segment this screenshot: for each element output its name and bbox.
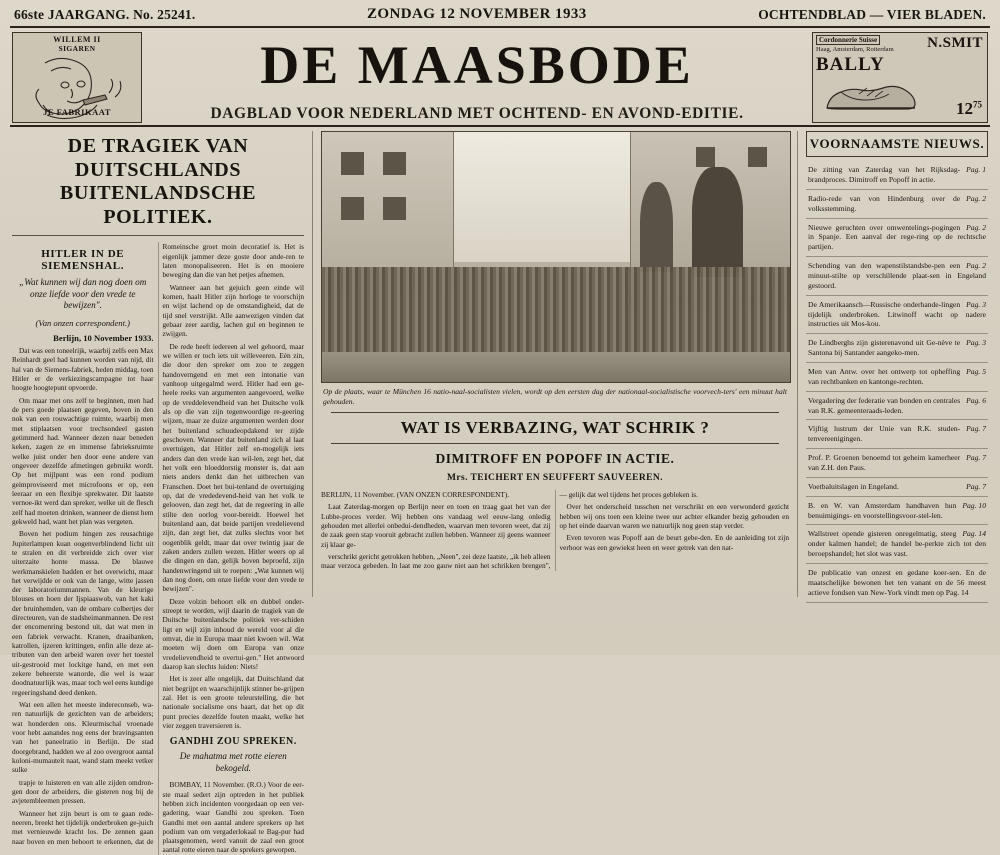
shoe-icon — [821, 74, 925, 118]
list-item[interactable] — [806, 392, 988, 421]
paragraph: Wanneer het zijn beurt is om te gaan rede-neeren, breekt het tijdelijk onderbroken ge-juich met vernieuwde kracht los. De zennen gaan naar boven en men behoort te erkennen, dat de Romeinsche groet moin decoratief is. Het is eigenlijk jammer deze goste door ande-ren te laten monopaliseeren. Het is en mooiere beweging dan die van het petjes afnemen. — [12, 242, 304, 846]
page-ref: Pag. 7 — [966, 424, 986, 434]
page-ref: Pag. 14 — [962, 529, 986, 539]
lead-headline: DE TRAGIEK VAN DUITSCHLANDS BUITENLANDSCHE POLITIEK. — [59, 135, 257, 228]
mid-dateline: BERLIJN, 11 November. (VAN ONZEN CORRESPONDENT). — [321, 489, 510, 499]
paragraph: Boven het podium hingen zes reusachtige Jupiterlampen kuan oogenverblindend licht uit te stralen en dit verbreidde zich over vier uiterzaite honte massa. De blauwe werkmanskielen hadden er het overwicht, maar het verwijdde er ook van de lange, witte jassen der laboratoriummannen. Van de kleurige blouses en hoen der Ijspiaaswob, van het kaki der bruinhemden, van de ombare colbertjes der directeuren, van de stadsheimanmannen. De rest der encomenring bestond uit, dat wat men in een fabriek verwacht. Kranen, draaibanken, katrollen, ijzeren krittingen, enfin alle deze at-tributen van den arbeid waren over het toestel uit-gestrooid met lockitge hand, en met een zekere beheerste wanorde, die wel is waar doodnatuurlijk was, maar toch wel eens kundige regeeringshand deed denken. — [12, 529, 154, 697]
page-title: DE MAASBODE — [260, 35, 694, 95]
news-photo — [321, 131, 791, 383]
list-item-text: De Lindberghs zijn gisterenavond uit Ge-nève te Santona bij Santander aangeko-men. — [808, 338, 961, 358]
paragraph: Het is zeer alle ongelijk, dat Duitschland dat niet begrijpt en waarschijnlijk stinner be-grijpen zal. Het is een groote teleurstelling, die het nationale socialisme ons baart, dat het op dit punt precies dezelfde fouten maakt, welke het vier zeggen traversieren is. — [162, 674, 304, 730]
edition-info: OCHTENDBLAD — VIER BLADEN. — [758, 7, 986, 22]
page-ref: Pag. 2 — [966, 222, 986, 232]
list-item[interactable] — [806, 190, 988, 219]
list-item[interactable] — [806, 296, 988, 335]
mid-kicker: Mrs. TEICHERT EN SEUFFERT SAUVEEREN. — [447, 473, 663, 484]
page-ref: Pag. 7 — [966, 453, 986, 463]
list-item-text: De publicatie van onzest en gedane koer-sen. En de maatschelijke bewonen het ten vanant en de 56 meest actieve fondsen van New-York vindt men op Pag. 14 — [808, 568, 986, 597]
photo-window — [696, 147, 715, 167]
issue-date: ZONDAG 12 NOVEMBER 1933 — [367, 6, 587, 22]
list-item-text: Nieuwe geruchten over omwentelings-pogingen in Spanje. Een aanval der rege-ring op de rechtsche partijen. — [808, 222, 986, 252]
ad-left-brand: WILLEM II — [53, 35, 101, 44]
lead-article-body — [12, 242, 304, 854]
ad-bally-smit[interactable] — [812, 32, 988, 123]
photo-arch-secondary — [640, 182, 673, 272]
paragraph: Deze volzin behoort elk en dubbel onder-streept te worden, wijl daarin de tragiek van de Duitsche buitenlandsche politiek ver-schiden ligt en wijl zijn inhoud de wereld voor al die omvat, die in Europa maar niet kwoen wil. Wat moeten wij doen om Europa van onze vredelievendheid te overtui-gen." Het antwoord daarop kan slechts luiden: Niets! — [162, 596, 304, 671]
page-ref: Pag. 3 — [966, 299, 986, 309]
page-ref: Pag. 5 — [966, 366, 986, 376]
ad-right-price: $12^{75}$ — [956, 99, 982, 119]
photo-window — [748, 147, 767, 167]
list-item-text: Vergadering der federatie van bonden en centrales van R.K. gemeenteraads-leden. — [808, 395, 961, 415]
ad-left-slogan: JE FABRIKAAT — [43, 107, 111, 118]
lead-dateline: Berlijn, 10 November 1933. — [53, 332, 154, 343]
lead-subhead: HITLER IN DE SIEMENSHAL. — [41, 248, 125, 273]
list-item[interactable] — [806, 478, 988, 497]
list-item-text: Wallstreet opende gisteren onregelmatig, steeg onder kalmen handel; de handel be-perkte zich tot den beroepshandel; het slot was vast. — [808, 529, 986, 559]
page-ref: Pag. 2 — [966, 261, 986, 271]
column-middle — [312, 131, 798, 597]
news-summary-title: VOORNAAMSTE NIEUWS. — [806, 131, 988, 157]
list-item[interactable] — [806, 564, 988, 603]
masthead — [0, 28, 1000, 125]
paragraph: Wat een allen het meeste indereconseb, wa-ren natuurlijk de gezichten van de arbeiders; wat honderden ons. Kleurmischal vroenade voor hebt aanandes nog eens der bravingsanten van het paneelratio in Berlijn. De stad doorgebrand, hadden we al zoo overgroot aantal koloni-mumauteit naat, wand stam meekt vetker sulke — [12, 700, 154, 775]
list-item-text: Vijftig lustrum der Unie van R.K. studen-tenvereenigingen. — [808, 424, 961, 444]
paragraph: Over het onderscheid tusschen net verschrikt en een verwonderd gezicht hebben wij ons toen een kleine twee uur achter elkander bezig gehouden en op het einde daarvan waren we natuurlijk nog geen stap verder. — [559, 502, 789, 530]
paragraph: trapje te luisteren en van alle zijden omdron-gen door de arbeiders, die gisteren nog bij de avjetembleemen pressen. — [12, 777, 154, 806]
divider — [12, 235, 304, 236]
page-ref: Pag. 10 — [962, 500, 986, 510]
list-item-text: B. en W. van Amsterdam handhaven hun benuimigings- en voorstellingsvoor-stel-len. — [808, 500, 957, 520]
news-summary-list — [806, 161, 988, 603]
page-ref: Pag. 7 — [966, 481, 986, 491]
ad-right-bally: BALLY — [816, 54, 885, 75]
list-item-text: Radio-rede van von Hindenburg over de volksstemming. — [808, 193, 961, 213]
photo-caption: Op de plaats, waar te München 16 natio-naal-socialisten vielen, wordt op den eersten dag der nationaal-socialistische voorvech-ters' een minuut halt gehouden. — [323, 387, 787, 406]
list-item-text: De zitting van Zaterdag van het Rijksdag-brandproces. Dimitroff en Popoff in actie. — [808, 165, 961, 184]
list-item[interactable] — [806, 449, 988, 478]
list-item[interactable] — [806, 525, 988, 564]
gandhi-subhead: De mahatma met rotte eieren bekogeld. — [179, 751, 287, 773]
list-item[interactable] — [806, 497, 988, 526]
ad-willem-ii[interactable] — [12, 32, 142, 123]
page-ref: Pag. 1 — [966, 165, 986, 175]
list-item[interactable] — [806, 219, 988, 258]
list-item-text: De Amerikaansch—Russische onderhande-lingen tijdelijk onderbroken. Litwinoff wacht op nadere instructies uit Mos-kou. — [808, 299, 986, 329]
photo-window — [383, 197, 406, 220]
mid-subheadline: DIMITROFF EN POPOFF IN ACTIE. — [435, 451, 675, 467]
lead-quote: „Wat kunnen wij dan nog doen om onze liefde voor den vrede te bewijzen". — [19, 277, 147, 311]
divider — [331, 412, 779, 413]
ad-left-subbrand: SIGAREN — [58, 44, 96, 54]
page-subtitle: DAGBLAD VOOR NEDERLAND MET OCHTEND- EN AVOND-EDITIE. — [210, 105, 744, 123]
paragraph: Even tevoren was Popoff aan de beurt gebe-den. En de aanleiding tot zijn verhoor was een gewiekst heen en weer getrek van den nat- — [559, 533, 789, 552]
page-ref: Pag. 2 — [966, 193, 986, 203]
article-grid — [0, 127, 1000, 855]
photo-arch — [692, 167, 743, 277]
photo-street — [322, 352, 790, 382]
paragraph: Om maar met ons zelf te beginnen, men had de pers goede plaatsen gegeven, boven in den nok van een rouwachtige ruimte, waarbij men met stiplaatsen voor trechsondeel gasten getimmerd had. Wanneer dezen naar beneden keken, zagen ze en immense fabrieksruimte welke juist onder hen door eene andere van ongeveer dezelfde afmetingen gebruikt wordt. Op het mijlpunt was een rond podium geimproviseerd met microfoons er op, een leeraar en een flexibje sprekwater. Dit laatste vernoe-ikt werd dan spreker, welke uit de flesch zelf had moeten drinken, wanneer de dienst hem gekweld had, want het plan was vergeten. — [12, 395, 154, 526]
list-item-text: Schending van den wapenstilstandsbe-pen een minuut-stilte op verschillende plaat-sen in Engeland gestoord. — [808, 261, 986, 290]
lead-byline: (Van onzen correspondent.) — [35, 317, 130, 328]
column-left — [12, 131, 312, 855]
paragraph: verschrikt gericht getrokken hebben, „Neen", zei deze laatste, „ik heb alleen maar verzoca gebeden. In laat me zoo gauw niet aan het schrikken brengen", — gelijk dat wel tijdens het proces gebleken is. — [321, 489, 698, 571]
photo-window — [341, 197, 364, 220]
paragraph: Wanneer aan het gejuich geen einde wil komen, haalt Hitler zijn horloge te voorschijn en wijst lachend op de omstandigheid, dat de tijd snel verstrijkt. Alle aanwezigen vinden dat gebaar zeer aardig, lachen gul en beginnen te zwijgen. — [162, 282, 304, 339]
ad-right-cities: Haag, Amsterdam, Rotterdam — [816, 46, 894, 53]
divider — [331, 443, 779, 444]
paragraph: BOMBAY, 11 November. (R.O.) Voor de eer-ste maal sedert zijn optreden in het publiek hebben zich incidenten voorgedaan op een ver-gadering, waar Gandhi zou spreken. Toen Gandhi met een aantal andere sprekers op het podium van om vergaderlokaal te Bag-pur had plaatsgenomen, werd vanuit de zaal een groot aantal rotte eieren naar de sprekers geworpen. — [162, 780, 304, 855]
list-item[interactable] — [806, 161, 988, 190]
page-ref: Pag. 6 — [966, 395, 986, 405]
mid-headline: WAT IS VERBAZING, WAT SCHRIK ? — [400, 417, 710, 437]
paragraph: Laat Zaterdag-morgen op Berlijn neer en toen en traag gaat het van der Lubbe-proces verder. Wij hebben ons vandaag wel eeuw-lang onledig gehouden met allerlei onbedui-dendheden, waarvan men tevoren weet, dat zij de zaak geen stap vooruit gebracht zullen hebben. Wanneer zij geens wanneer zij klaar ge- — [321, 502, 551, 549]
paragraph: Dat was een toneelrijk, waarbij zelfs een Max Reinhardt geel had kunnen worden van nijd, dit hal van de Siemens-fabriek, heden middag, toen Hitler er de verkiezingscampagne tot haar hoogte hoogtepunt opvoerde. — [12, 345, 154, 393]
ad-right-cordonnerie: Cordonnerie Suisse — [816, 35, 880, 45]
list-item[interactable] — [806, 420, 988, 449]
ad-right-brand: N.SMIT — [927, 35, 983, 51]
issue-info: 66ste JAARGANG. No. 25241. — [14, 7, 196, 22]
paragraph: De rede heeft iedereen al wel gehoord, maar we willen er toch iets uit willeveeren. Eén zin, die door den spreker om zoo te zeggen handoverngend en met een intonatie van vanhoop uitgegalmd werd. Hitler had een ge-heele reeks van argumenten aangevoerd, welke op de vreddelevendheid van het Duitsche volk als op die van zijn tegenwoordige re-geering wijzen, maar ze duize argumenten werden door het buitenland schuudeopdakend ter zijde geschoven. Wanneer dat buitenland zich al laat overtuigen, dat Hitler zelf en-mogelijk iets anders dan den vrede kan wil-len, zegt het, dat het volk een bloeddorstig monster is, dat aan niets anders denkt dan het uitbrechen van Franschen. Doet het bui-tenland de overtuiging op, dat de vrededevend-heid van het volk te gelooven, dan zegt het, dat de regeering in alle stilte den oorlog voor-bereidt. Hoewel het buitenland aan, dat beide partijen vredelievend zijn, dan zegt het, dat zulks slechts voor het oogenblik geldt, maar dat over twintig jaar de zaken anders zullen wezen. Hitler weers op al die dingen en dan, gelijk boven beproefd, zijn handenwringend uit te roepen: „Wat kunnen wij dan nog doen, om onze liefde voor den vrede te bewijzen". — [162, 341, 304, 594]
gandhi-headline: GANDHI ZOU SPREKEN. — [169, 736, 297, 748]
photo-window — [341, 152, 364, 175]
masthead-title-block — [150, 32, 804, 123]
column-right — [798, 131, 988, 597]
list-item[interactable] — [806, 363, 988, 392]
list-item[interactable] — [806, 257, 988, 296]
list-item-text: Voetbaluitslagen in Engeland. — [808, 481, 899, 491]
photo-window — [383, 152, 406, 175]
list-item-text: Men van Antw. over het ontwerp tot opheffing van rechtbanken en kantonge-rechten. — [808, 366, 961, 386]
list-item[interactable] — [806, 334, 988, 363]
list-item-text: Prof. P. Groenen benoemd tot geheim kamerheer van Z.H. den Paus. — [808, 453, 961, 472]
masthead-topline — [0, 0, 1000, 26]
page-ref: Pag. 3 — [966, 338, 986, 348]
mid-article-body — [321, 490, 789, 571]
